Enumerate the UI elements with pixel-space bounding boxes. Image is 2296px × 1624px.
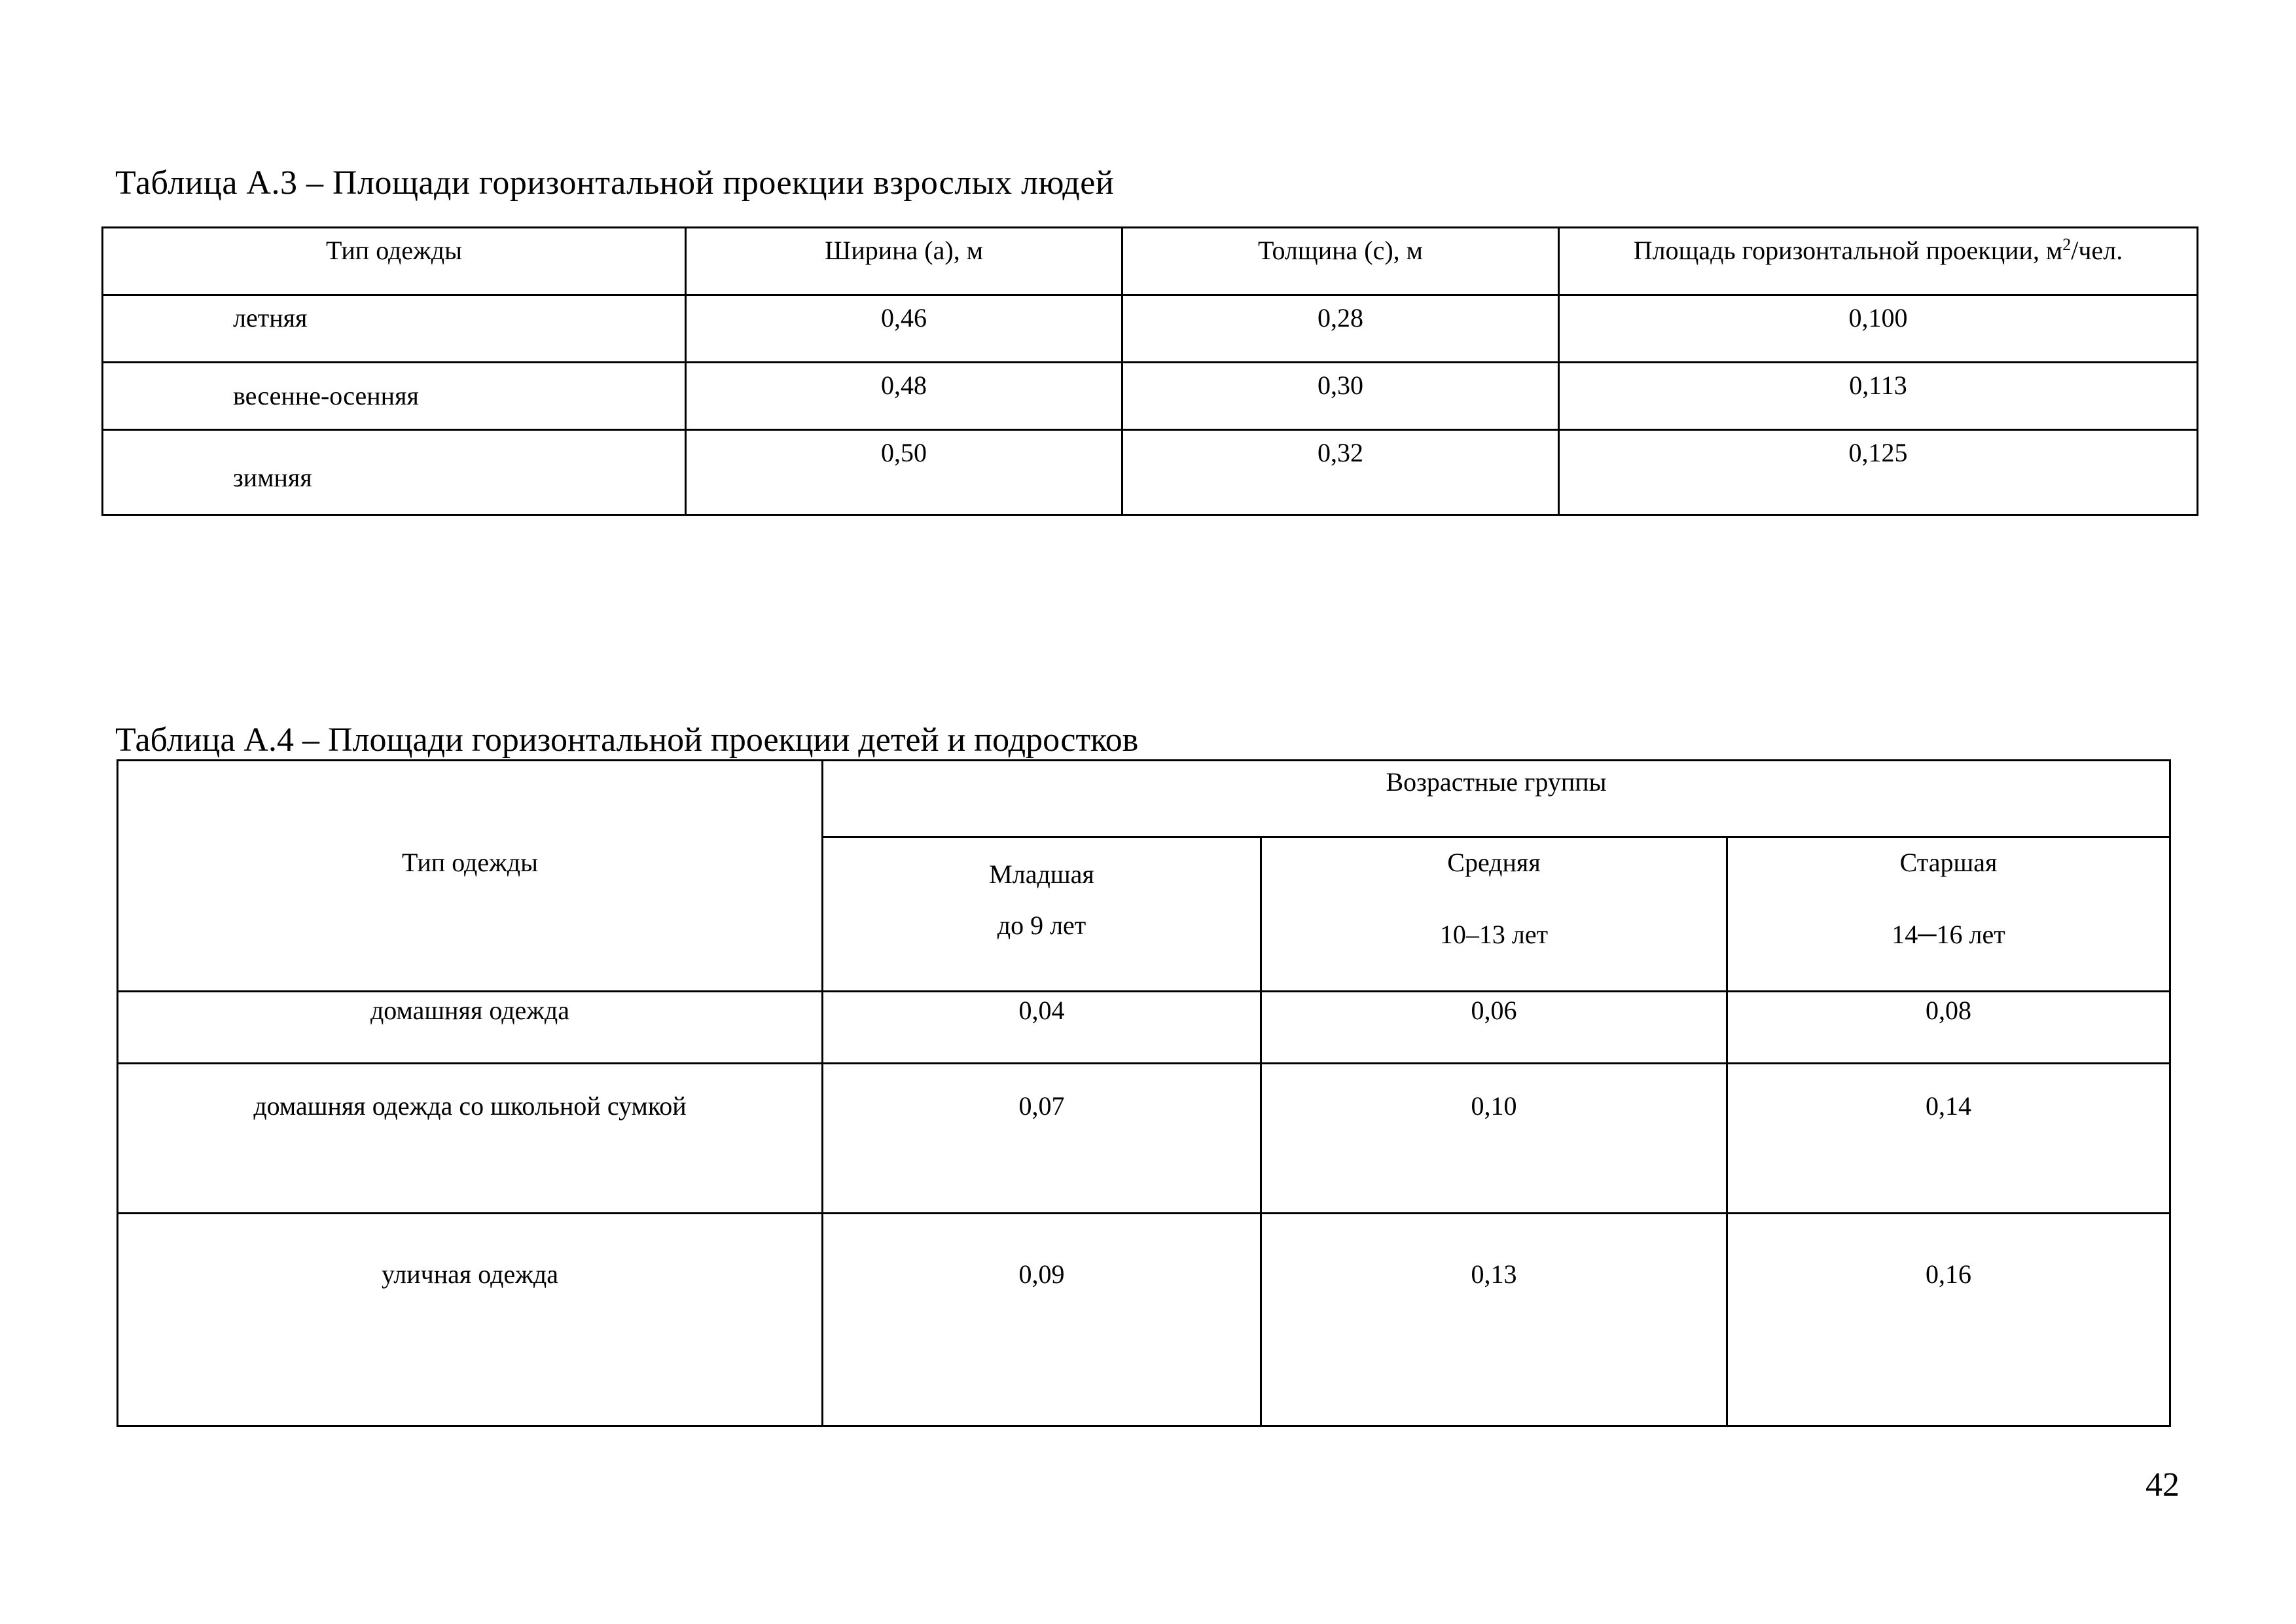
header-area bbox=[1559, 228, 2198, 295]
cell-thickness: 0,32 bbox=[1122, 430, 1559, 515]
table-row bbox=[103, 295, 2198, 363]
header-area-text: Площадь горизонтальной проекции, м bbox=[1633, 236, 2063, 265]
cell-value: 0,07 bbox=[823, 1064, 1261, 1214]
table-a3 bbox=[101, 226, 2198, 516]
header-type: Тип одежды bbox=[118, 761, 823, 992]
cell-type: летняя bbox=[103, 295, 686, 363]
table-row bbox=[103, 430, 2198, 515]
cell-type: домашняя одежда со школьной сумкой bbox=[118, 1064, 823, 1214]
group-name: Младшая bbox=[989, 859, 1094, 889]
page-number: 42 bbox=[2145, 1466, 2179, 1504]
cell-width: 0,50 bbox=[686, 430, 1122, 515]
cell-value: 0,06 bbox=[1261, 992, 1727, 1064]
header-group-junior bbox=[823, 837, 1261, 992]
cell-thickness: 0,28 bbox=[1122, 295, 1559, 363]
group-name: Средняя bbox=[1447, 848, 1541, 877]
header-type: Тип одежды bbox=[103, 228, 686, 295]
table-header-row bbox=[103, 228, 2198, 295]
cell-area: 0,113 bbox=[1559, 363, 2198, 430]
cell-type: весенне-осенняя bbox=[103, 363, 686, 430]
table-row bbox=[118, 992, 2170, 1064]
cell-type: уличная одежда bbox=[118, 1214, 823, 1426]
cell-type: домашняя одежда bbox=[118, 992, 823, 1064]
cell-value: 0,04 bbox=[823, 992, 1261, 1064]
header-area-unit: /чел. bbox=[2071, 236, 2123, 265]
table-a4-caption: Таблица А.4 – Площади горизонтальной проекции детей и подростков bbox=[115, 721, 1139, 759]
cell-value: 0,10 bbox=[1261, 1064, 1727, 1214]
table-row bbox=[118, 1214, 2170, 1426]
table-row bbox=[118, 1064, 2170, 1214]
table-row bbox=[103, 363, 2198, 430]
cell-area: 0,125 bbox=[1559, 430, 2198, 515]
header-group-senior bbox=[1727, 837, 2170, 992]
group-name: Старшая bbox=[1899, 848, 1998, 877]
header-thickness: Толщина (с), м bbox=[1122, 228, 1559, 295]
table-a4 bbox=[117, 759, 2171, 1427]
header-width: Ширина (а), м bbox=[686, 228, 1122, 295]
header-group-middle bbox=[1261, 837, 1727, 992]
cell-thickness: 0,30 bbox=[1122, 363, 1559, 430]
table-a3-caption: Таблица А.3 – Площади горизонтальной проекции взрослых людей bbox=[115, 164, 1115, 202]
cell-value: 0,14 bbox=[1727, 1064, 2170, 1214]
cell-type: зимняя bbox=[103, 430, 686, 515]
header-age-groups: Возрастные группы bbox=[823, 761, 2170, 837]
cell-value: 0,08 bbox=[1727, 992, 2170, 1064]
cell-width: 0,46 bbox=[686, 295, 1122, 363]
cell-value: 0,16 bbox=[1727, 1214, 2170, 1426]
group-range: 10–13 лет bbox=[1439, 920, 1549, 949]
cell-area: 0,100 bbox=[1559, 295, 2198, 363]
header-area-superscript: 2 bbox=[2062, 235, 2072, 254]
cell-width: 0,48 bbox=[686, 363, 1122, 430]
cell-value: 0,13 bbox=[1261, 1214, 1727, 1426]
group-range: до 9 лет bbox=[997, 911, 1086, 940]
cell-value: 0,09 bbox=[823, 1214, 1261, 1426]
group-range: 14─16 лет bbox=[1892, 920, 2005, 949]
table-header-row bbox=[118, 761, 2170, 837]
